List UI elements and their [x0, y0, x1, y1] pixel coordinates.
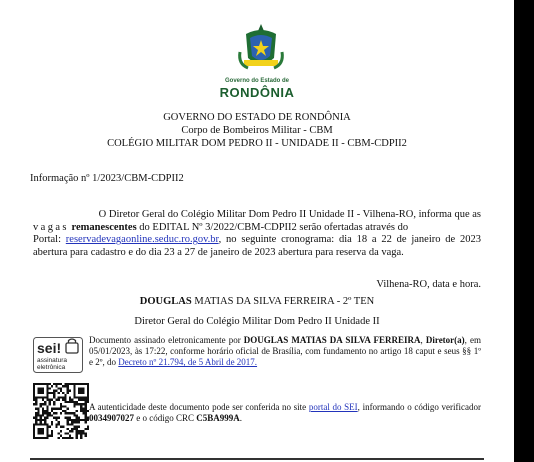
- verification-crc: C5BA999A: [196, 413, 240, 424]
- body-remanescentes: remanescentes: [71, 221, 137, 233]
- viewer-edge-bar: [514, 0, 534, 462]
- header-college: COLÉGIO MILITAR DOM PEDRO II - UNIDADE II - CBM-CDPII2: [107, 138, 407, 149]
- signer-title: Diretor Geral do Colégio Militar Dom Pedro II Unidade II: [134, 316, 380, 327]
- signature-signer-name: DOUGLAS MATIAS DA SILVA FERREIRA: [243, 335, 421, 345]
- qr-code-icon: [33, 383, 89, 439]
- body-paragraph: [33, 209, 481, 259]
- body-edital-text: do EDITAL Nº 3/2022/CBM-CDPII2 serão ofertadas através do: [139, 221, 409, 233]
- signer-name-bold: DOUGLAS: [139, 296, 192, 307]
- verification-code: 0034907027: [89, 413, 134, 424]
- rondonia-coat-of-arms-icon: [236, 22, 286, 76]
- signer-name-rest: MATIAS DA SILVA FERREIRA - 2º TEN: [191, 296, 375, 307]
- body-schedule-text: , no seguinte cronograma: dia 18 a 22 de janeiro de 2023 abertura para cadastro e do dia 23 a 27 de janeiro de 2023 abertura para reserva da vaga.: [33, 234, 481, 258]
- dateline: Vilhena-RO, data e hora.: [376, 279, 481, 290]
- signature-text-2: ,: [420, 335, 426, 345]
- electronic-signature-block: [33, 335, 481, 375]
- sei-logo-icon: [33, 337, 83, 373]
- verification-text-4: .: [239, 413, 243, 424]
- verification-block: [33, 383, 481, 441]
- signature-role: Diretor(a): [425, 335, 465, 345]
- sei-logo-sub2: eletrônica: [37, 364, 66, 371]
- signature-text-1: Documento assinado eletronicamente por: [89, 335, 244, 345]
- verification-text: [89, 402, 481, 424]
- information-reference: Informação nº 1/2023/CBM-CDPII2: [30, 173, 184, 184]
- sei-signature-logo: [33, 337, 83, 373]
- qr-modules: [33, 383, 89, 439]
- sei-logo-text: sei!: [37, 340, 62, 356]
- signature-text: [89, 335, 481, 369]
- sei-portal-link[interactable]: portal do SEI: [308, 402, 358, 412]
- bottom-divider: [30, 458, 484, 460]
- verification-text-1: A autenticidade deste documento pode ser conferida no site: [89, 402, 309, 412]
- logo-government-label: Governo do Estado de: [224, 78, 289, 84]
- portal-link[interactable]: reservadevagaonline.seduc.ro.gov.br: [65, 234, 219, 246]
- header-fire-department: Corpo de Bombeiros Militar - CBM: [181, 125, 333, 136]
- body-line-2: [33, 222, 481, 235]
- body-line-1: O Diretor Geral do Colégio Militar Dom Pedro II Unidade II - Vilhena-RO, informa que as: [98, 209, 481, 220]
- verification-text-2: , informando o código verificador: [357, 402, 481, 412]
- decree-link[interactable]: Decreto nº 21.794, de 5 Abril de 2017.: [118, 357, 258, 368]
- signature-text-3: , em 05/01/2023, às 17:22, conforme horário oficial de Brasília, com fundamento no artigo 18 caput e seus §§ 1º e 2º, do: [89, 335, 482, 368]
- logo-state-name: RONDÔNIA: [219, 85, 295, 100]
- body-portal-prefix: Portal:: [33, 234, 66, 246]
- header-government: GOVERNO DO ESTADO DE RONDÔNIA: [163, 112, 351, 123]
- signer-name: [0, 296, 514, 307]
- sei-logo-sub1: assinatura: [37, 357, 67, 364]
- body-line-3: [33, 234, 481, 259]
- body-vagas: vagas: [33, 221, 69, 233]
- verification-text-3: e o código CRC: [134, 413, 197, 424]
